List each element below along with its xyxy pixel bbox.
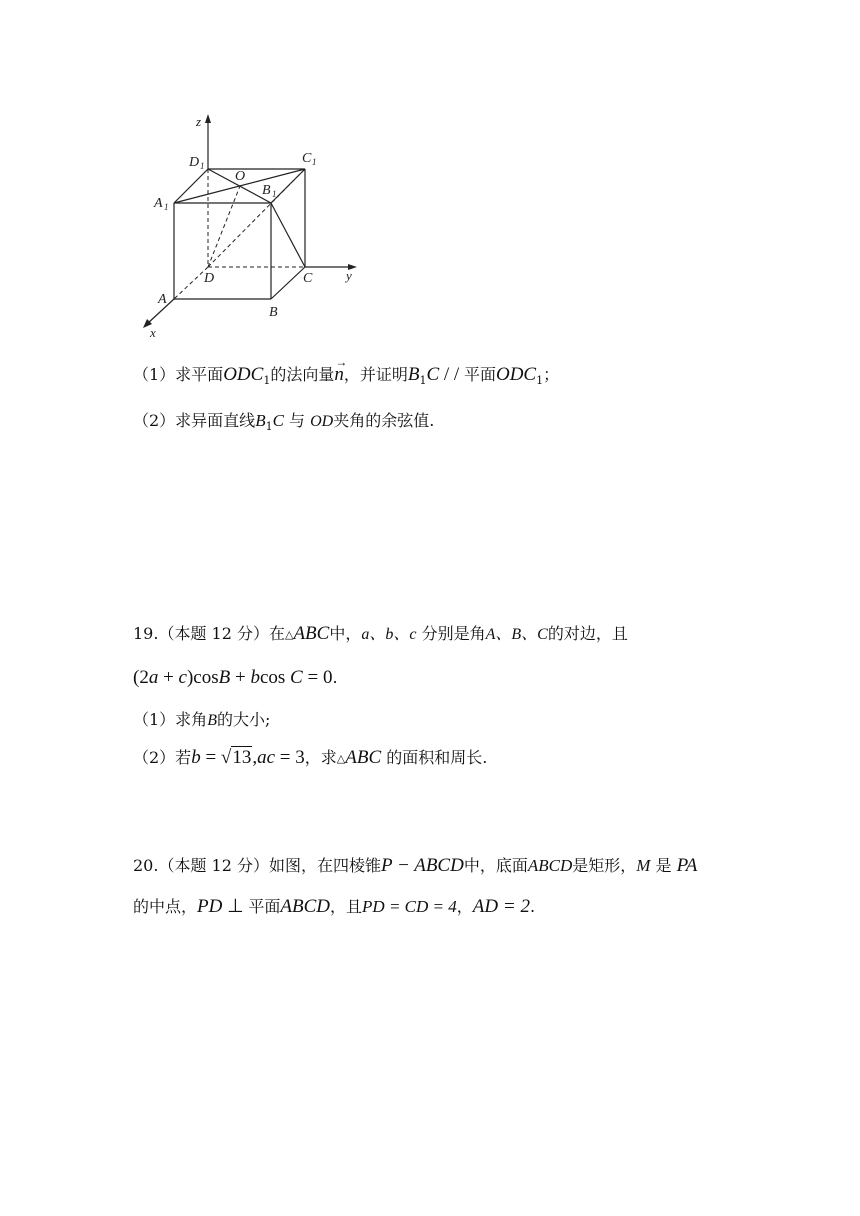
q19-equation: (2a + c)cosB + bcos C = 0. bbox=[133, 667, 338, 688]
vertex-D1: D bbox=[189, 155, 200, 170]
vertex-B1: B bbox=[262, 183, 271, 198]
q20-line1: 20.（本题 12 分）如图，在四棱锥P − ABCD中，底面ABCD是矩形，M 是 PA bbox=[133, 855, 698, 876]
normal-vector-n: → n bbox=[334, 355, 348, 385]
vertex-C1: C bbox=[302, 151, 312, 166]
q19-part2: （2）若b = √13,ac = 3，求△ABC 的面积和周长. bbox=[133, 747, 488, 768]
x-axis-label: x bbox=[150, 325, 156, 340]
y-axis-label: y bbox=[346, 268, 352, 283]
vertex-C1-sub: 1 bbox=[312, 157, 317, 167]
vertex-B1-sub: 1 bbox=[272, 189, 277, 199]
vertex-O: O bbox=[235, 169, 246, 184]
vertex-A1-sub: 1 bbox=[164, 202, 169, 212]
vertex-B: B bbox=[269, 305, 278, 320]
q19-header: 19.（本题 12 分）在△ABC中，a、b、c 分别是角A、B、C的对边，且 bbox=[133, 623, 628, 644]
vertex-D: D bbox=[204, 271, 215, 286]
cube-figure bbox=[0, 0, 860, 340]
z-axis-label: z bbox=[196, 114, 202, 129]
vertex-D1-sub: 1 bbox=[200, 161, 205, 171]
vertex-A1: A bbox=[154, 196, 163, 211]
vertex-A: A bbox=[158, 292, 167, 307]
q18-part2: （2）求异面直线$B_1C$ 与 OD夹角的余弦值. bbox=[133, 411, 435, 434]
q20-line2: 的中点，PD ⊥ 平面ABCD，且PD = CD = 4，AD = 2. bbox=[133, 896, 536, 917]
q19-part1: （1）求角B的大小; bbox=[133, 710, 271, 729]
vertex-C: C bbox=[303, 271, 313, 286]
q18-part1: （1）求平面$ODC_1$的法向量 → n，并证明$B_1C$ / / 平面$ODC_1$； bbox=[133, 355, 560, 388]
